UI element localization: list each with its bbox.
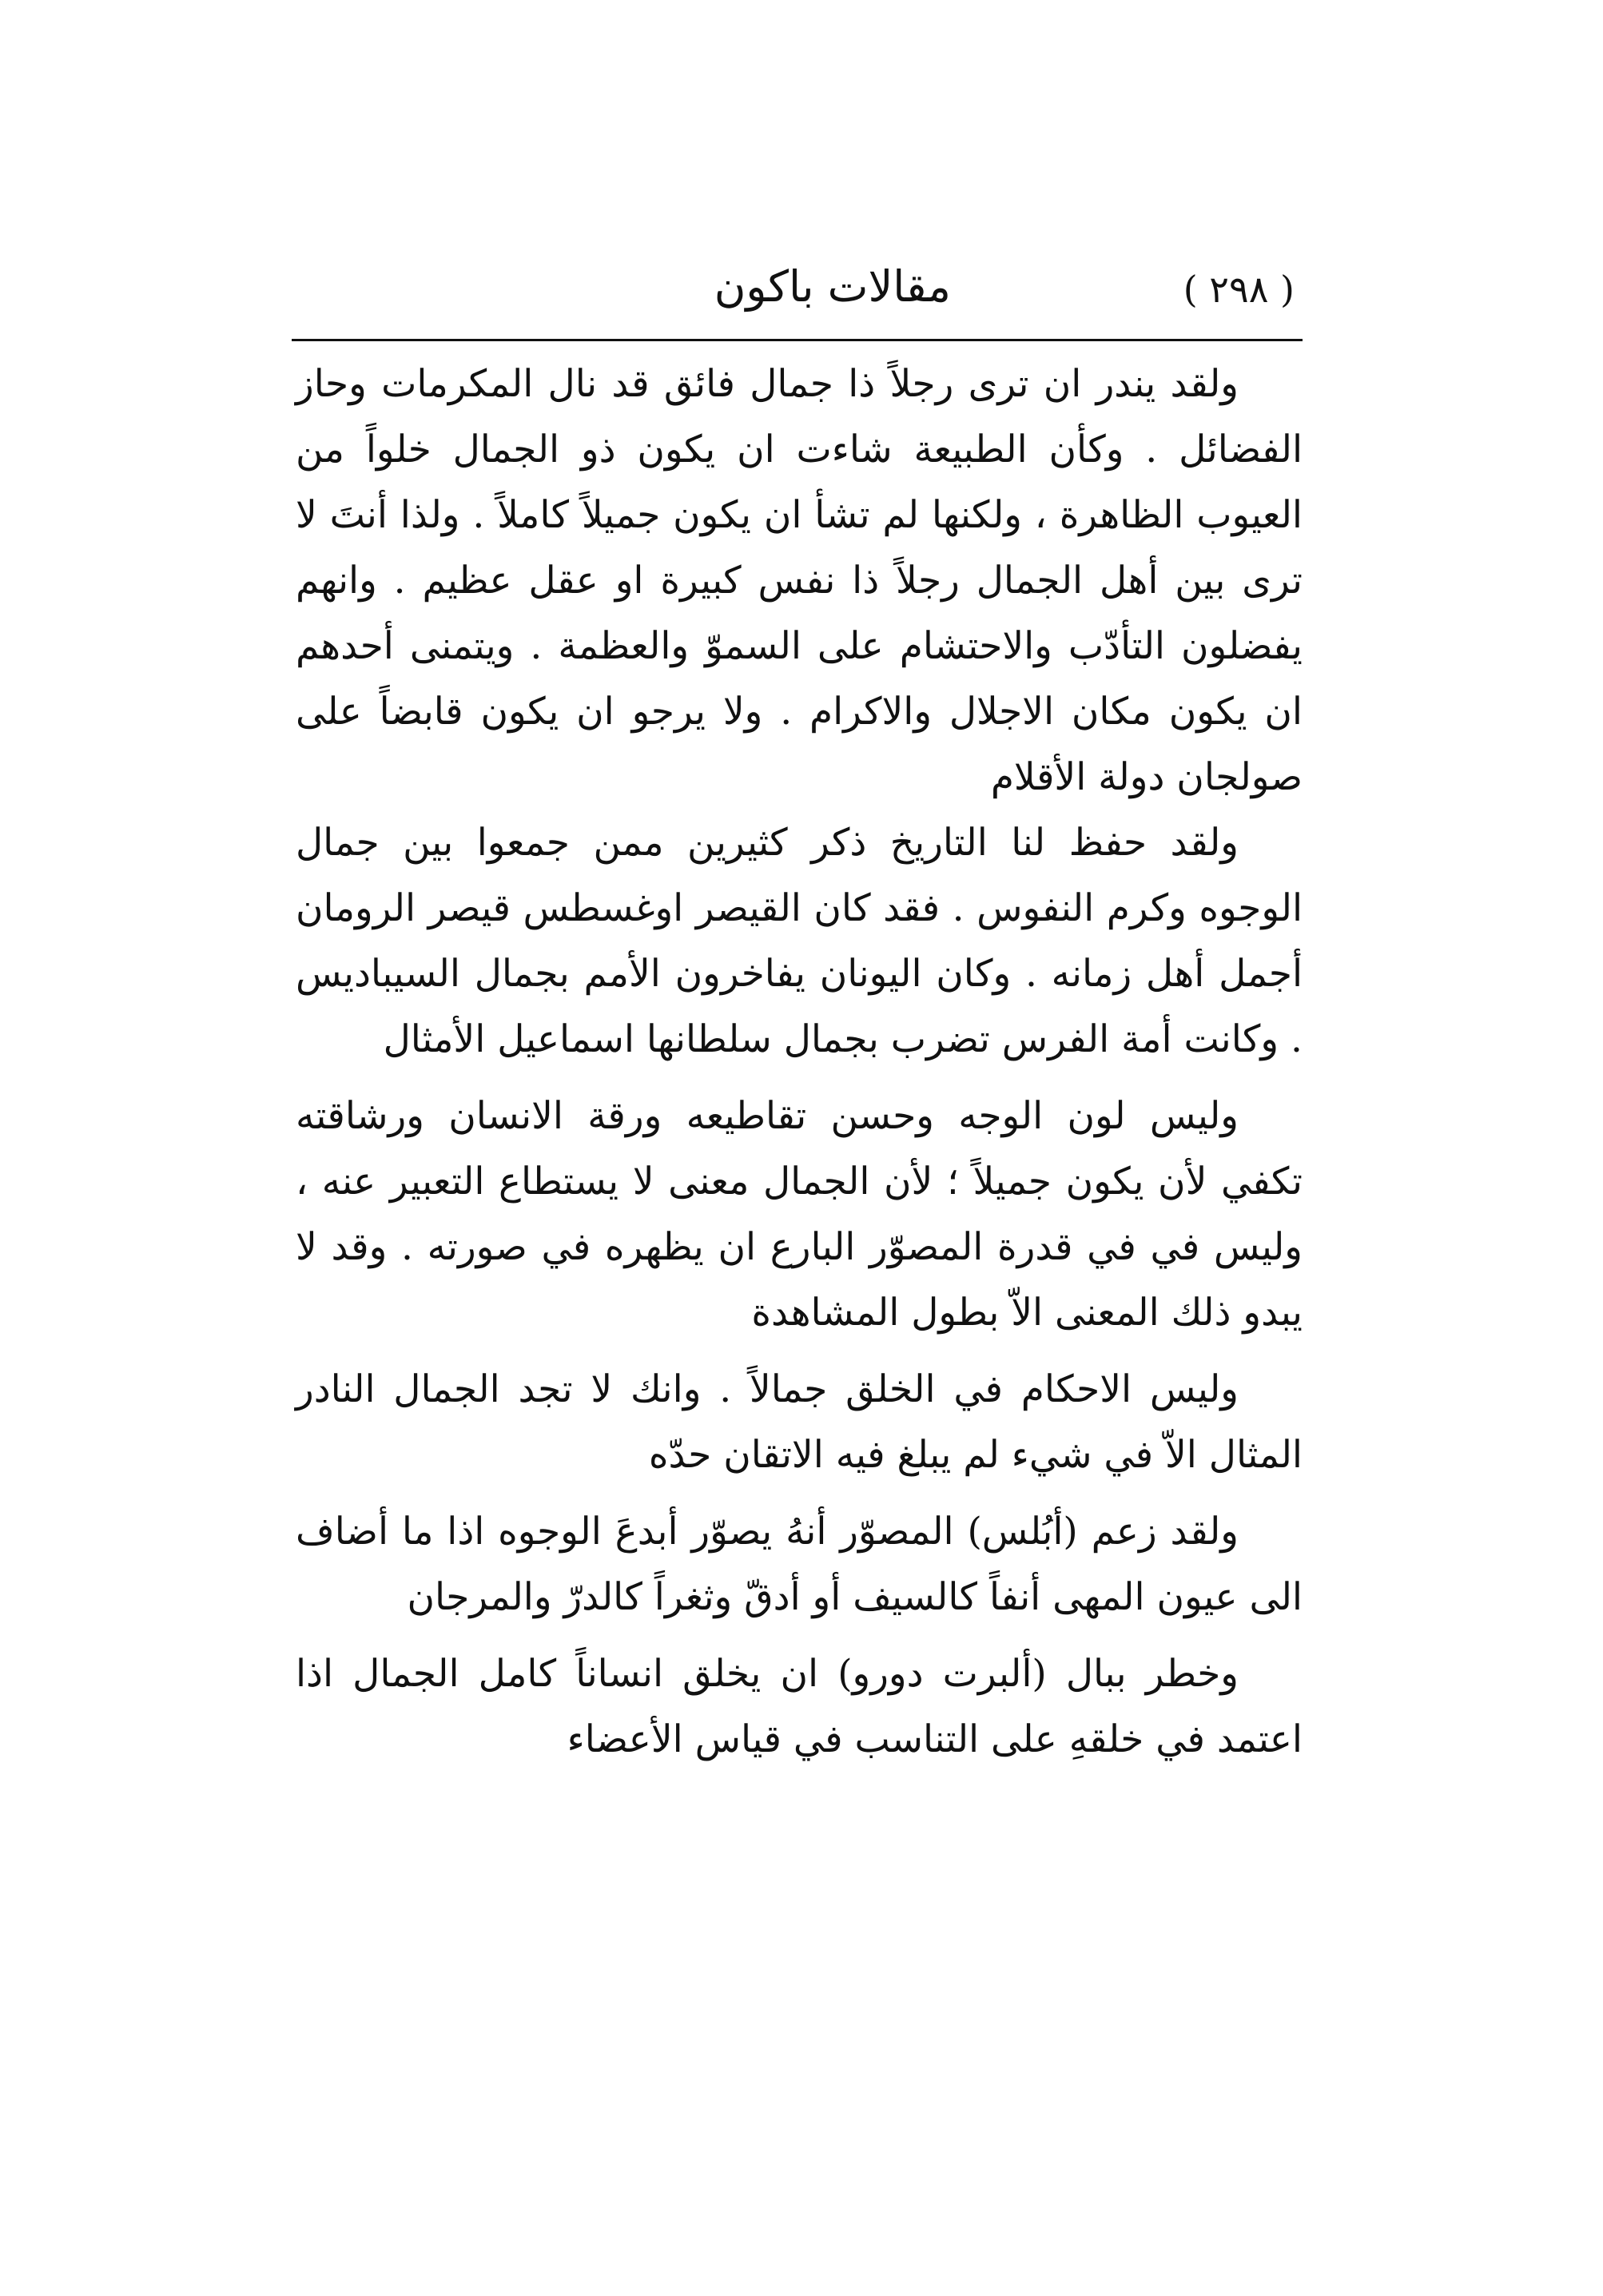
- paragraph-1: ولقد يندر ان ترى رجلاً ذا جمال فائق قد نال المكرمات وحاز الفضائل . وكأن الطبيعة شاءت ان يكون ذو الجمال خلواً من العيوب الظاهرة ، ولكنها لم تشأ ان يكون جميلاً كاملاً . ولذا أنتَ لا ترى بين أهل الجمال رجلاً ذا نفس كبيرة او عقل عظيم . وانهم يفضلون التأدّب والاحتشام على السموّ والعظمة . ويتمنى أحدهم ان يكون مكان الاجلال والاكرام . ولا يرجو ان يكون قابضاً على صولجان دولة الأقلام: [296, 362, 1303, 799]
- paragraph-2: ولقد حفظ لنا التاريخ ذكر كثيرين ممن جمعوا بين جمال الوجوه وكرم النفوس . فقد كان القيصر اوغسطس قيصر الرومان أجمل أهل زمانه . وكان اليونان يفاخرون الأمم بجمال السيباديس . وكانت أمة الفرس تضرب بجمال سلطانها اسماعيل الأمثال: [296, 821, 1303, 1061]
- page-number: ( ٢٩٨ ): [1183, 268, 1295, 311]
- running-title: مقالات باكون: [714, 261, 951, 312]
- page-header: [292, 254, 1295, 328]
- paragraph-6: وخطر ببال (ألبرت دورو) ان يخلق انساناً كامل الجمال اذا اعتمد في خلقهِ على التناسب في قياس الأعضاء: [296, 1652, 1303, 1761]
- paragraph-3: وليس لون الوجه وحسن تقاطيعه ورقة الانسان ورشاقته تكفي لأن يكون جميلاً ؛ لأن الجمال معنى لا يستطاع التعبير عنه ، وليس في في قدرة المصوّر البارع ان يظهره في صورته . وقد لا يبدو ذلك المعنى الاّ بطول المشاهدة: [296, 1094, 1303, 1335]
- body-text: [296, 352, 1303, 1784]
- paragraph-5: ولقد زعم (أبُلس) المصوّر أنهُ يصوّر أبدعَ الوجوه اذا ما أضاف الى عيون المهى أنفاً كالسيف أو أدقّ وثغراً كالدرّ والمرجان: [296, 1510, 1303, 1619]
- paragraph-4: وليس الاحكام في الخلق جمالاً . وانك لا تجد الجمال النادر المثال الاّ في شيء لم يبلغ فيه الاتقان حدّه: [296, 1367, 1303, 1477]
- header-rule: [292, 339, 1303, 341]
